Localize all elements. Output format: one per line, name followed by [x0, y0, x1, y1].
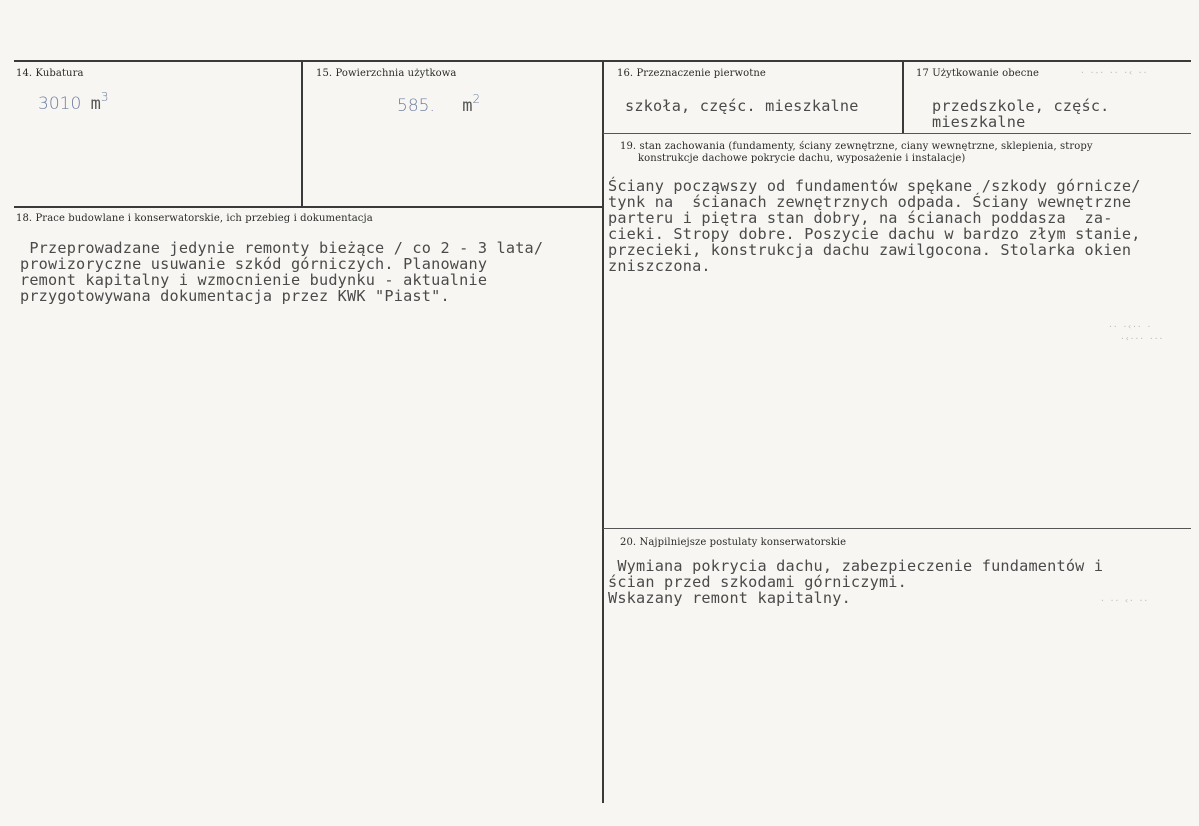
- field-19-line-3: parteru i piętra stan dobry, na ścianach poddasza za-: [608, 209, 1113, 227]
- field-17-line-1: przedszkole, częśc.: [932, 97, 1110, 115]
- field-20-line-1: Wymiana pokrycia dachu, zabezpieczenie fundamentów i: [608, 557, 1104, 575]
- field-15-label: 15. Powierzchnia użytkowa: [316, 68, 457, 79]
- scan-artifact: · ·· ‹· ··: [1100, 596, 1149, 605]
- field-14-value: [38, 90, 109, 114]
- rule-above-20: [603, 528, 1191, 529]
- field-20-line-2: ścian przed szkodami górniczymi.: [608, 573, 907, 591]
- field-20-line-3: Wskazany remont kapitalny.: [608, 589, 851, 607]
- field-15-value: [397, 92, 481, 116]
- field-19-line-2: tynk na ścianach zewnętrznych odpada. Ściany wewnętrzne: [608, 193, 1132, 211]
- scan-artifact: ·· ·‹·· ·: [1108, 322, 1152, 331]
- field-15-number: 585.: [397, 96, 435, 116]
- field-20-label: 20. Najpilniejsze postulaty konserwatorskie: [620, 537, 847, 548]
- field-17-line-2: mieszkalne: [932, 113, 1026, 131]
- field-16-value: szkoła, częśc. mieszkalne: [625, 97, 859, 115]
- center-divider: [602, 61, 604, 803]
- field-18-line-1: Przeprowadzane jedynie remonty bieżące / co 2 - 3 lata/: [20, 239, 544, 257]
- field-18-line-3: remont kapitalny i wzmocnienie budynku - aktualnie: [20, 271, 488, 289]
- divider-16-17: [902, 61, 904, 133]
- field-18-label: 18. Prace budowlane i konserwatorskie, ich przebieg i dokumentacja: [16, 213, 373, 224]
- field-19-label-line-2: konstrukcje dachowe pokrycie dachu, wyposażenie i instalacje): [638, 153, 966, 164]
- field-16-label: 16. Przeznaczenie pierwotne: [617, 68, 766, 79]
- scan-artifact: · ·-· ·· ·‹ ··: [1080, 68, 1148, 77]
- field-17-label: 17 Użytkowanie obecne: [916, 68, 1040, 79]
- field-15-unit: m: [462, 96, 473, 116]
- field-19-label-line-1: 19. stan zachowania (fundamenty, ściany zewnętrzne, ciany wewnętrzne, sklepienia, stropy: [620, 141, 1093, 152]
- field-14-label: 14. Kubatura: [16, 68, 84, 79]
- field-14-unit: m: [90, 94, 101, 114]
- scan-artifact: ·‹··· ···: [1120, 334, 1164, 343]
- field-18-line-4: przygotowywana dokumentacja przez KWK "Piast".: [20, 287, 450, 305]
- rule-under-16-17: [603, 133, 1191, 134]
- field-19-line-5: przecieki, konstrukcja dachu zawilgocona. Stolarka okien: [608, 241, 1132, 259]
- field-15-unit-sup: 2: [472, 92, 481, 106]
- divider-14-15: [301, 61, 303, 206]
- field-19-line-4: cieki. Stropy dobre. Poszycie dachu w bardzo złym stanie,: [608, 225, 1141, 243]
- field-19-line-6: zniszczona.: [608, 257, 711, 275]
- field-19-line-1: Ściany począwszy od fundamentów spękane /szkody górnicze/: [608, 177, 1141, 195]
- field-18-line-2: prowizoryczne usuwanie szkód górniczych. Planowany: [20, 255, 488, 273]
- field-14-unit-sup: 3: [100, 90, 109, 104]
- rule-above-18: [14, 206, 603, 208]
- field-14-number: 3010: [38, 94, 82, 114]
